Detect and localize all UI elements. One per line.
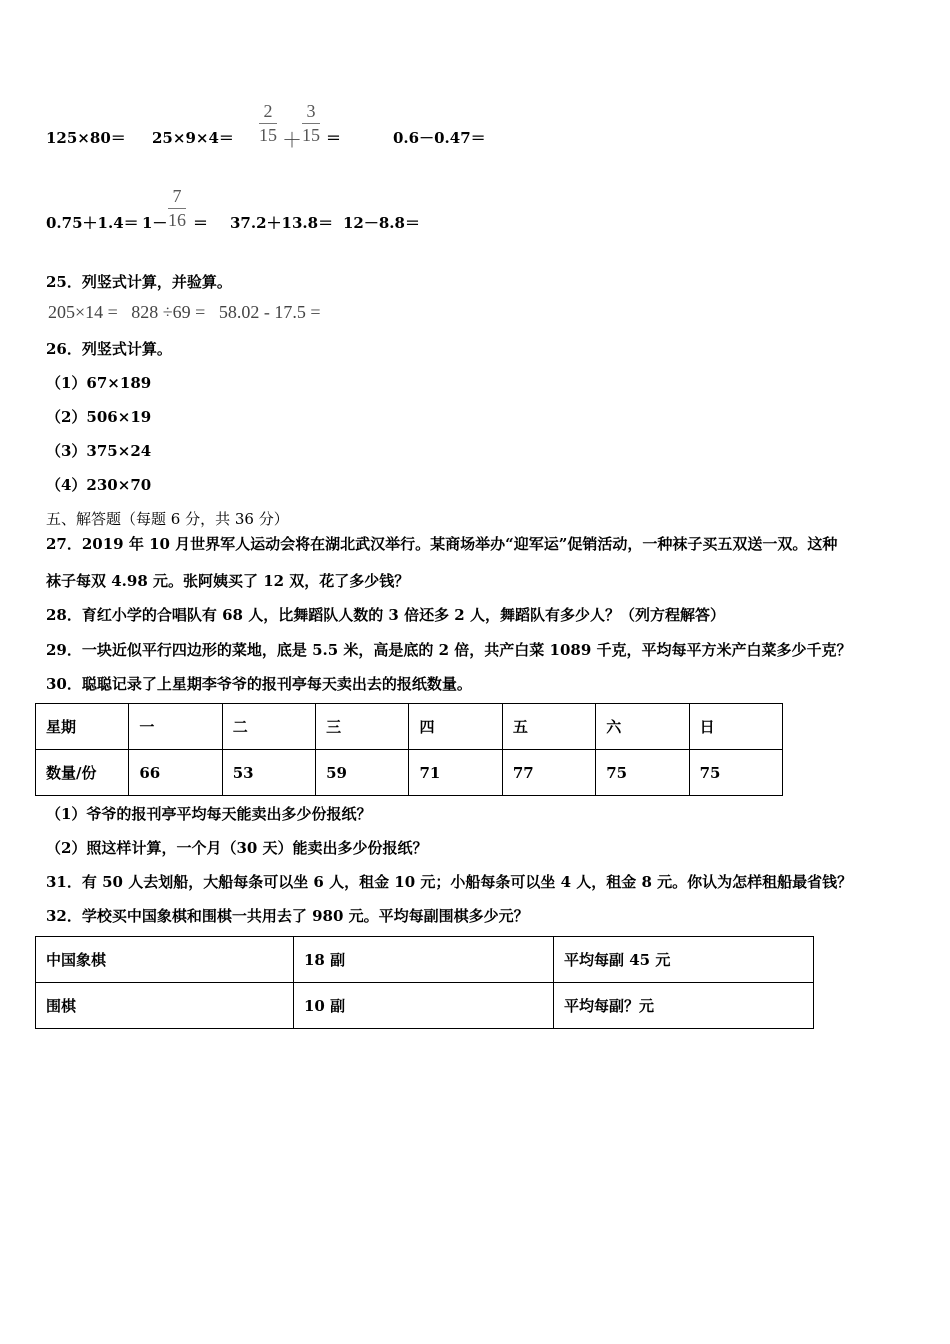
table-cell: 数量/份	[36, 750, 129, 796]
table-cell: 星期	[36, 704, 129, 750]
q25-expressions: 205×14 = 828 ÷69 = 58.02 - 17.5 =	[48, 302, 321, 322]
q27-line-1: 27．2019 年 10 月世界军人运动会将在湖北武汉举行。某商场举办“迎军运”促销活动，一种袜子买五双送一双。这种	[46, 535, 838, 553]
table-cell: 平均每副？元	[554, 983, 814, 1029]
q25-title: 25．列竖式计算，并验算。	[46, 273, 232, 291]
table-cell: 53	[222, 750, 315, 796]
q30-sub-1: （1）爷爷的报刊亭平均每天能卖出多少份报纸？	[46, 805, 372, 823]
calc-r1-plus: ＋	[282, 128, 302, 152]
q30-title: 30．聪聪记录了上星期李爷爷的报刊亭每天卖出去的报纸数量。	[46, 675, 472, 693]
calc-r1-d: 0.6－0.47＝	[393, 129, 486, 147]
q30-sub-2: （2）照这样计算，一个月（30 天）能卖出多少份报纸？	[46, 839, 428, 857]
q32-table	[35, 936, 814, 1029]
calc-r2-a: 0.75＋1.4＝	[46, 214, 139, 232]
calc-r2-d: 12－8.8＝	[343, 214, 420, 232]
q26-item-1: （1）67×189	[46, 374, 152, 392]
table-row	[36, 937, 814, 983]
q31-text: 31．有 50 人去划船，大船每条可以坐 6 人，租金 10 元；小船每条可以坐 4 人，租金 8 元。你认为怎样租船最省钱？	[46, 873, 853, 891]
table-cell: 一	[129, 704, 222, 750]
calc-r1-eq: ＝	[326, 129, 342, 147]
calc-r2-c: 37.2＋13.8＝	[230, 214, 334, 232]
q28-text: 28．育红小学的合唱队有 68 人，比舞蹈队人数的 3 倍还多 2 人，舞蹈队有多少人？（列方程解答）	[46, 606, 725, 624]
table-cell: 平均每副 45 元	[554, 937, 814, 983]
q26-item-2: （2）506×19	[46, 408, 152, 426]
section-5-heading: 五、解答题（每题 6 分，共 36 分）	[46, 510, 289, 528]
q32-title: 32．学校买中国象棋和围棋一共用去了 980 元。平均每副围棋多少元？	[46, 907, 529, 925]
table-row	[36, 704, 783, 750]
q26-title: 26．列竖式计算。	[46, 340, 172, 358]
table-row	[36, 983, 814, 1029]
calc-r2-b-eq: ＝	[193, 214, 209, 232]
table-cell: 四	[409, 704, 502, 750]
table-row	[36, 750, 783, 796]
table-cell: 77	[502, 750, 595, 796]
table-cell: 三	[316, 704, 409, 750]
table-cell: 59	[316, 750, 409, 796]
table-cell: 75	[596, 750, 689, 796]
table-cell: 66	[129, 750, 222, 796]
table-cell: 71	[409, 750, 502, 796]
table-cell: 10 副	[294, 983, 554, 1029]
q30-table	[35, 703, 783, 796]
q26-item-3: （3）375×24	[46, 442, 152, 460]
q26-item-4: （4）230×70	[46, 476, 152, 494]
table-cell: 围棋	[36, 983, 294, 1029]
calc-r1-fraction-1: 2 15	[259, 101, 277, 145]
calc-r1-fraction-2: 3 15	[302, 101, 320, 145]
calc-r2-fraction: 7 16	[168, 186, 186, 230]
table-cell: 75	[689, 750, 782, 796]
q27-line-2: 袜子每双 4.98 元。张阿姨买了 12 双，花了多少钱？	[46, 572, 410, 590]
calc-r2-b-prefix: 1－	[142, 214, 168, 232]
table-cell: 二	[222, 704, 315, 750]
q29-text: 29．一块近似平行四边形的菜地，底是 5.5 米，高是底的 2 倍，共产白菜 1089 千克，平均每平方米产白菜多少千克？	[46, 641, 852, 659]
table-cell: 中国象棋	[36, 937, 294, 983]
table-cell: 六	[596, 704, 689, 750]
table-cell: 五	[502, 704, 595, 750]
calc-r1-a: 125×80＝	[46, 129, 126, 147]
table-cell: 18 副	[294, 937, 554, 983]
calc-r1-b: 25×9×4＝	[152, 129, 234, 147]
table-cell: 日	[689, 704, 782, 750]
